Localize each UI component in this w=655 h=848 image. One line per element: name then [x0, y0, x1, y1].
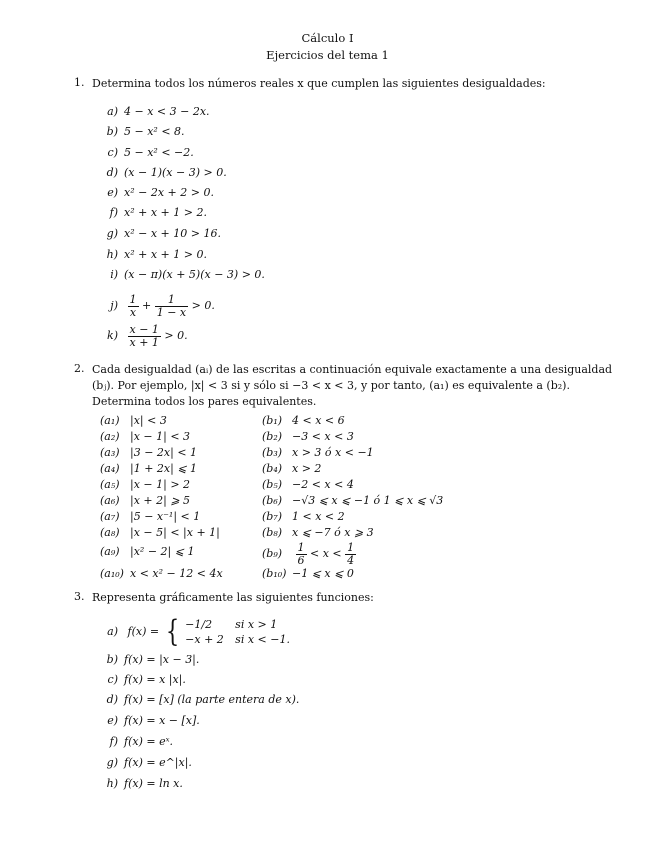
pair-expression: x < x² − 12 < 4x: [130, 567, 223, 580]
page-title: Cálculo I: [301, 31, 354, 45]
pair-label: (a₉): [100, 545, 120, 558]
q2-left-item: [100, 430, 190, 443]
pair-label: (b₃): [262, 446, 283, 459]
pair-expression: < x <: [310, 547, 342, 560]
case-row: [185, 632, 290, 647]
item-expression: f(x) = |x − 3|.: [124, 653, 200, 666]
case-condition: si x > 1: [235, 618, 278, 631]
q3-item: [100, 735, 173, 751]
q3-item: [100, 653, 199, 669]
item-label: d): [106, 693, 118, 706]
pair-expression: x > 2: [292, 462, 322, 475]
pair-expression: |x − 1| > 2: [130, 478, 191, 491]
item-label: d): [106, 166, 118, 179]
case-value: −1/2: [185, 618, 213, 631]
case-condition: si x < −1.: [235, 633, 290, 646]
numerator: 1: [155, 294, 188, 307]
item-expression: f(x) = e^|x|.: [124, 756, 192, 769]
pair-label: (a₃): [100, 446, 120, 459]
q1-item: [100, 125, 185, 141]
q2-left-item: [100, 494, 190, 507]
item-expression: f(x) = [x] (la parte entera de x).: [124, 693, 300, 706]
q2-right-item: [262, 430, 354, 443]
pair-expression: |x − 1| < 3: [130, 430, 191, 443]
pair-expression: x > 3 ó x < −1: [292, 446, 374, 459]
q3-item: [100, 714, 200, 730]
item-expression: (x − 1)(x − 3) > 0.: [124, 166, 227, 179]
item-label: a): [107, 625, 118, 638]
pair-expression: |1 + 2x| ⩽ 1: [130, 462, 198, 475]
item-label: b): [106, 125, 118, 138]
q2-right-item: [262, 567, 354, 580]
item-expression: 5 − x² < −2.: [124, 146, 194, 159]
fraction: [155, 294, 188, 319]
item-label: i): [110, 268, 118, 281]
item-expression: 5 − x² < 8.: [124, 125, 185, 138]
q2-right-item-b9: [262, 541, 356, 567]
item-label: f): [109, 206, 118, 219]
fraction: [296, 542, 307, 567]
pair-expression: −3 < x < 3: [292, 430, 354, 443]
q2-left-item: [100, 414, 167, 427]
numerator: 1: [347, 540, 355, 554]
pair-expression: |x| < 3: [130, 414, 167, 427]
q3-item: [100, 673, 186, 689]
item-expression: 4 − x < 3 − 2x.: [124, 105, 210, 118]
pair-expression: |x − 5| < |x + 1|: [130, 526, 220, 539]
pair-expression: |x + 2| ⩾ 5: [130, 494, 191, 507]
q3-number: 3.: [74, 590, 85, 603]
pair-expression: −1 ⩽ x ⩽ 0: [292, 567, 354, 580]
pair-expression: |3 − 2x| < 1: [130, 446, 198, 459]
case-row: [185, 617, 290, 632]
numerator: 1: [129, 292, 137, 306]
pair-label: (b₅): [262, 478, 283, 491]
pair-label: (b₁₀): [262, 567, 287, 580]
q1-item: [100, 166, 227, 182]
item-expression: (x − π)(x + 5)(x − 3) > 0.: [124, 268, 265, 281]
item-expression: f(x) = eˣ.: [124, 735, 173, 748]
fraction: [128, 324, 161, 349]
q2-left-item: [100, 526, 220, 539]
q3-item: [100, 693, 299, 709]
pair-label: (a₅): [100, 478, 120, 491]
case-value: −x + 2: [185, 633, 224, 646]
item-label: c): [107, 146, 118, 159]
q1-item: [100, 146, 194, 162]
denominator: 1 − x: [156, 305, 187, 319]
pair-label: (b₆): [262, 494, 283, 507]
pair-expression: −√3 ⩽ x ⩽ −1 ó 1 ⩽ x ⩽ √3: [292, 494, 444, 507]
item-label: h): [106, 777, 118, 790]
pair-label: (b₇): [262, 510, 283, 523]
q2-left-item: [100, 462, 197, 475]
q2-right-item: [262, 446, 374, 459]
item-expression: f(x) = ln x.: [124, 777, 183, 790]
q2-number: 2.: [74, 362, 85, 375]
item-expression: > 0.: [164, 329, 188, 342]
q2-right-item: [262, 494, 443, 507]
q2-left-item: [100, 510, 200, 523]
numerator: x − 1: [129, 322, 159, 336]
item-label: b): [106, 653, 118, 666]
pair-label: (a₇): [100, 510, 120, 523]
q2-right-item: [262, 510, 345, 523]
pair-expression: |5 − x⁻¹| < 1: [130, 510, 201, 523]
item-label: e): [107, 186, 118, 199]
plus-sign: +: [142, 299, 152, 312]
pair-label: (b₄): [262, 462, 283, 475]
q1-item: [100, 105, 210, 121]
q2-left-item: [100, 478, 190, 491]
q3-item-a: [100, 615, 290, 649]
q1-item: [100, 248, 207, 264]
pair-expression: x ⩽ −7 ó x ⩾ 3: [292, 526, 374, 539]
pair-label: (b₁): [262, 414, 283, 427]
q1-item: [100, 227, 221, 243]
denominator: x: [129, 305, 137, 319]
pair-label: (b₈): [262, 526, 283, 539]
item-label: f): [109, 735, 118, 748]
q1-item-k: [100, 322, 188, 350]
denominator: x + 1: [129, 335, 159, 349]
item-expression: > 0.: [191, 299, 215, 312]
item-expression: x² + x + 1 > 0.: [124, 248, 207, 261]
fraction: [345, 542, 356, 567]
q2-right-item: [262, 526, 374, 539]
page-subtitle: Ejercicios del tema 1: [266, 48, 389, 62]
function-lhs: f(x) =: [127, 625, 160, 638]
item-expression: x² + x + 1 > 2.: [124, 206, 207, 219]
pair-label: (a₁₀): [100, 567, 124, 580]
item-label: k): [107, 329, 118, 342]
item-expression: f(x) = x − [x].: [124, 714, 200, 727]
item-label: e): [107, 714, 118, 727]
denominator: 6: [297, 553, 305, 567]
q2-right-item: [262, 478, 354, 491]
item-label: g): [106, 227, 118, 240]
q3-statement: Representa gráficamente las siguientes funciones:: [92, 591, 374, 604]
q2-left-item: [100, 567, 223, 580]
q1-item-j: [100, 292, 215, 320]
item-expression: f(x) = x |x|.: [124, 673, 186, 686]
pair-label: (a₄): [100, 462, 120, 475]
q3-item: [100, 777, 183, 793]
q3-item: [100, 756, 192, 772]
pair-label: (b₂): [262, 430, 283, 443]
left-brace: {: [165, 614, 179, 649]
item-label: c): [107, 673, 118, 686]
q2-right-item: [262, 462, 321, 475]
pair-label: (a₂): [100, 430, 120, 443]
pair-expression: 4 < x < 6: [292, 414, 345, 427]
pair-expression: |x² − 2| ⩽ 1: [130, 545, 195, 558]
pair-label: (a₆): [100, 494, 120, 507]
denominator: 4: [347, 553, 355, 567]
fraction: [128, 294, 139, 319]
pair-expression: 1 < x < 2: [292, 510, 345, 523]
q1-number: 1.: [74, 76, 85, 89]
pair-label: (b₉): [262, 547, 283, 560]
q1-statement: Determina todos los números reales x que cumplen las siguientes desigualdades:: [92, 77, 546, 90]
q2-statement: Cada desigualdad (aᵢ) de las escritas a continuación equivale exactamente a una desigualdad (bⱼ). Por ejemplo, |x| < 3 si y sólo si −3 < x < 3, y por tanto, (a₁) es equivalente a (b₂). Determina todos los pares equivalentes.: [92, 363, 613, 408]
q1-item: [100, 206, 207, 222]
item-label: g): [106, 756, 118, 769]
pair-label: (a₈): [100, 526, 120, 539]
item-expression: x² − x + 10 > 16.: [124, 227, 221, 240]
pair-expression: −2 < x < 4: [292, 478, 354, 491]
q2-left-item: [100, 446, 197, 459]
q1-item: [100, 186, 214, 202]
q2-right-item: [262, 414, 345, 427]
q2-left-item: [100, 545, 194, 558]
pair-label: (a₁): [100, 414, 120, 427]
numerator: 1: [297, 540, 305, 554]
piecewise-cases: [185, 617, 290, 647]
item-label: j): [110, 299, 118, 312]
q1-item: [100, 268, 265, 284]
item-expression: x² − 2x + 2 > 0.: [124, 186, 214, 199]
item-label: a): [107, 105, 118, 118]
item-label: h): [106, 248, 118, 261]
